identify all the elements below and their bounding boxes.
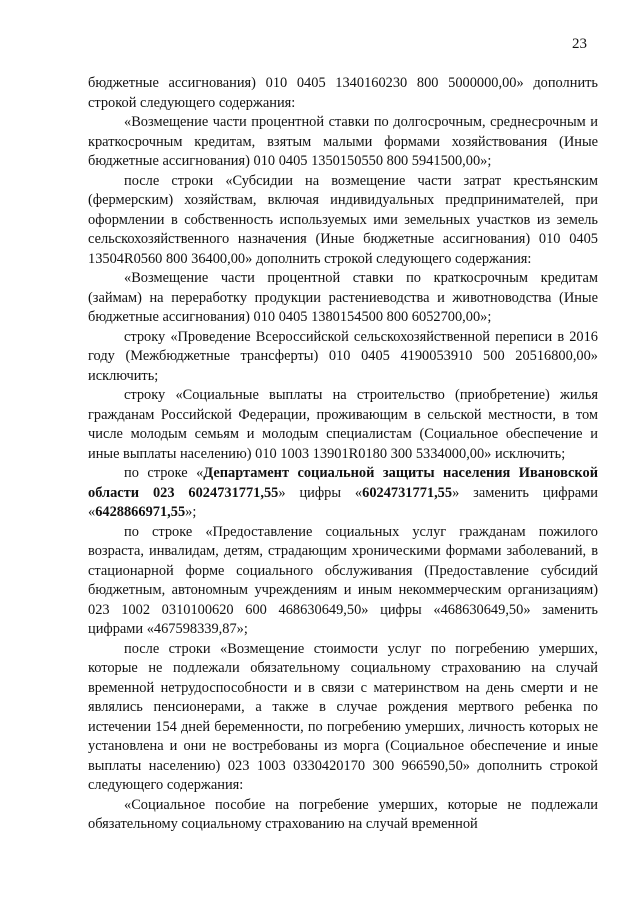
paragraph-7-mid1: » цифры « bbox=[278, 484, 363, 501]
paragraph-4: «Возмещение части процентной ставки по краткосрочным кредитам (займам) на переработку продукции растениеводства и животноводства (Иные бюджетные ассигнования) 010 0405 1380154500 800 6052700,00»; bbox=[88, 270, 598, 325]
paragraph-7 bbox=[88, 464, 598, 523]
paragraph-10: «Социальное пособие на погребение умерших, которые не подлежали обязательному социальному страхованию на случай временной bbox=[88, 796, 598, 832]
page-number: 23 bbox=[572, 36, 587, 52]
paragraph-3: после строки «Субсидии на возмещение части затрат крестьянским (фермерским) хозяйствам, включая индивидуальных предпринимателей, при оформлении в собственность используемых ими земельных участков из земель сельскохозяйственного назначения (Иные бюджетные ассигнования) 010 0405 13504R0560 800 36400,00» дополнить строкой следующего содержания: bbox=[88, 172, 598, 267]
paragraph-1: бюджетные ассигнования) 010 0405 1340160230 800 5000000,00» дополнить строкой следующего содержания: bbox=[88, 75, 598, 111]
paragraph-7-post: »; bbox=[185, 504, 197, 520]
paragraph-7-pre: по строке « bbox=[124, 465, 204, 481]
paragraph-7-mid2: » заменить цифрами « bbox=[88, 484, 598, 520]
paragraph-2: «Возмещение части процентной ставки по долгосрочным, среднесрочным и краткосрочным кредитам, взятым малыми формами хозяйствования (Иные бюджетные ассигнования) 010 0405 1350150550 800 5941500,00»; bbox=[88, 114, 598, 169]
document-body bbox=[88, 74, 598, 835]
new-amount: 6428866971,55 bbox=[95, 504, 186, 520]
old-amount: 6024731771,55 bbox=[362, 484, 453, 501]
paragraph-6: строку «Социальные выплаты на строительство (приобретение) жилья гражданам Российской Федерации, проживающим в сельской местности, в том числе молодым семьям и молодым специалистам (Социальное обеспечение и иные выплаты населению) 010 1003 13901R0180 300 5334000,00» исключить; bbox=[88, 387, 598, 462]
paragraph-5: строку «Проведение Всероссийской сельскохозяйственной переписи в 2016 году (Межбюджетные трансферты) 010 0405 4190053910 500 20516800,00» исключить; bbox=[88, 328, 598, 384]
paragraph-8: по строке «Предоставление социальных услуг гражданам пожилого возраста, инвалидам, детям, страдающим хроническими формами заболеваний, в стационарной форме социального обслуживания (Предоставление субсидий бюджетным, автономным учреждениям и иным некоммерческим организациям) 023 1002 0310100620 600 468630649,50» цифры «468630649,50» заменить цифрами «467598339,87»; bbox=[88, 523, 598, 637]
paragraph-9: после строки «Возмещение стоимости услуг по погребению умерших, которые не подлежали обязательному социальному страхованию на случай временной нетрудоспособности и в связи с материнством на день смерти и не являлись пенсионерами, а также в случае рождения мертвого ребенка по истечении 154 дней беременности, по погребению умерших, личность которых не установлена и они не востребованы из морга (Социальное обеспечение и иные выплаты населению) 023 1003 0330420170 300 966590,50» дополнить строкой следующего содержания: bbox=[88, 640, 598, 793]
department-title: Департамент социальной защиты населения Ивановской области 023 6024731771,55 bbox=[88, 465, 598, 501]
